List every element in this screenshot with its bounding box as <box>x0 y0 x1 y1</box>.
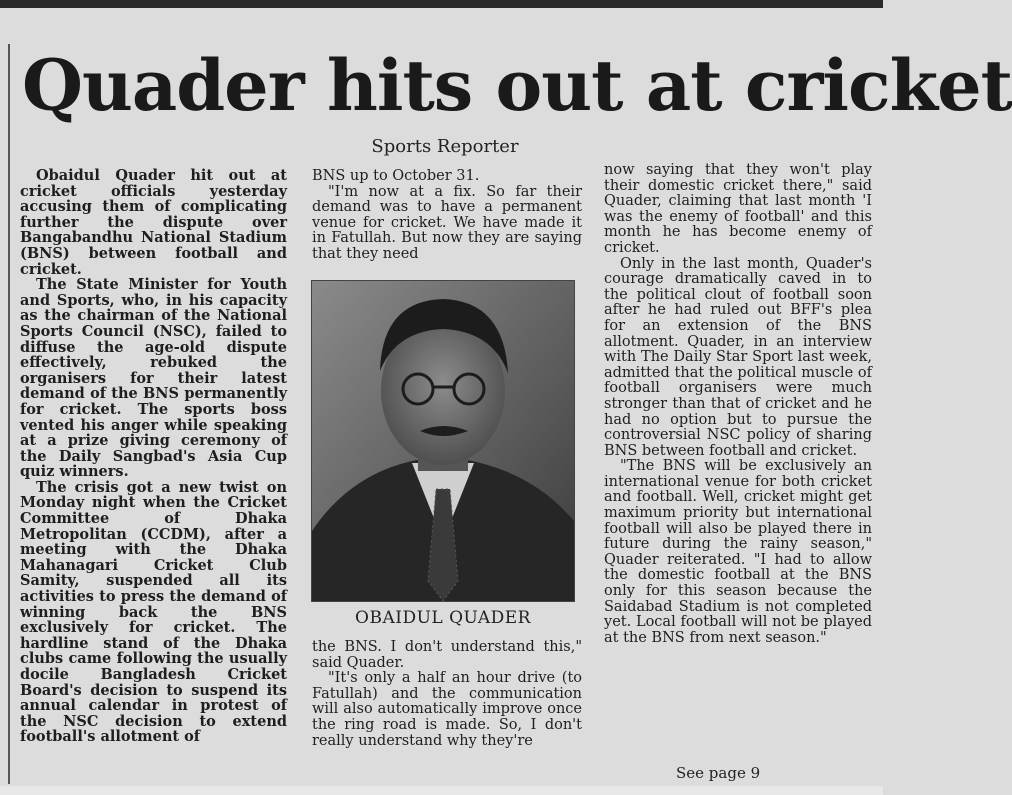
portrait-photo <box>311 280 575 602</box>
paragraph: "The BNS will be exclusively an international venue for both cricket and football. Well, cricket might get maximum priority but international football will also be played there in future during the rainy season," Quader reiterated. "I had to allow the domestic football at the BNS only for this season because the Saidabad Stadium is not completed yet. Local football will not be played at the BNS from next season." <box>604 458 872 646</box>
paragraph: "It's only a half an hour drive (to Fatullah) and the communication will also automatically improve once the ring road is made. So, I don't really understand why they're <box>312 670 582 749</box>
photo-caption: OBAIDUL QUADER <box>355 608 531 628</box>
paragraph: Only in the last month, Quader's courage dramatically caved in to the political clout of football soon after he had ruled out BFF's plea for an extension of the BNS allotment. Quader, in an interview with The Daily Star Sport last week, admitted that the political muscle of football organisers were much stronger than that of cricket and he had no option but to pursue the controversial NSC policy of sharing BNS between football and cricket. <box>604 255 872 459</box>
portrait-image <box>312 281 574 601</box>
continued-on-page: See page 9 <box>676 764 761 782</box>
paragraph: BNS up to October 31. <box>312 168 480 184</box>
article-column-3 <box>604 163 872 646</box>
paragraph: "I'm now at a fix. So far their demand was to have a permanent venue for cricket. We have made it in Fatullah. But now they are saying that they need <box>312 183 582 262</box>
paragraph: The crisis got a new twist on Monday night when the Cricket Committee of Dhaka Metropolitan (CCDM), after a meeting with the Dhaka Mahanagari Cricket Club Samity, suspended all its activities to press the demand of winning back the BNS exclusively for cricket. The hardline stand of the Dhaka clubs came following the usually docile Bangladesh Cricket Board's decision to suspend its annual calendar in protest of the NSC decision to extend football's allotment of <box>20 478 287 746</box>
paragraph: Obaidul Quader hit out at cricket officials yesterday accusing them of complicating further the dispute over Bangabandhu National Stadium (BNS) between football and cricket. <box>20 167 287 278</box>
byline: Sports Reporter <box>371 136 519 157</box>
article-column-1 <box>20 168 287 745</box>
page-top-border <box>0 0 883 8</box>
article-column-2-top <box>312 169 582 263</box>
headline: Quader hits out at cricket <box>22 44 1012 127</box>
paragraph: The State Minister for Youth and Sports, who, in his capacity as the chairman of the National Sports Council (NSC), failed to diffuse the age-old dispute effectively, rebuked the organisers for their latest demand of the BNS permanently for cricket. The sports boss vented his anger while speaking at a prize giving ceremony of the Daily Sangbad's Asia Cup quiz winners. <box>20 276 287 481</box>
column-rule <box>8 44 10 784</box>
paragraph: the BNS. I don't understand this," said Quader. <box>312 639 582 671</box>
page-bottom-edge <box>0 786 883 795</box>
paragraph: now saying that they won't play their domestic cricket there," said Quader, claiming that last month 'I was the enemy of football' and this month he has become enemy of cricket. <box>604 162 872 256</box>
article-column-2-bottom <box>312 640 582 749</box>
